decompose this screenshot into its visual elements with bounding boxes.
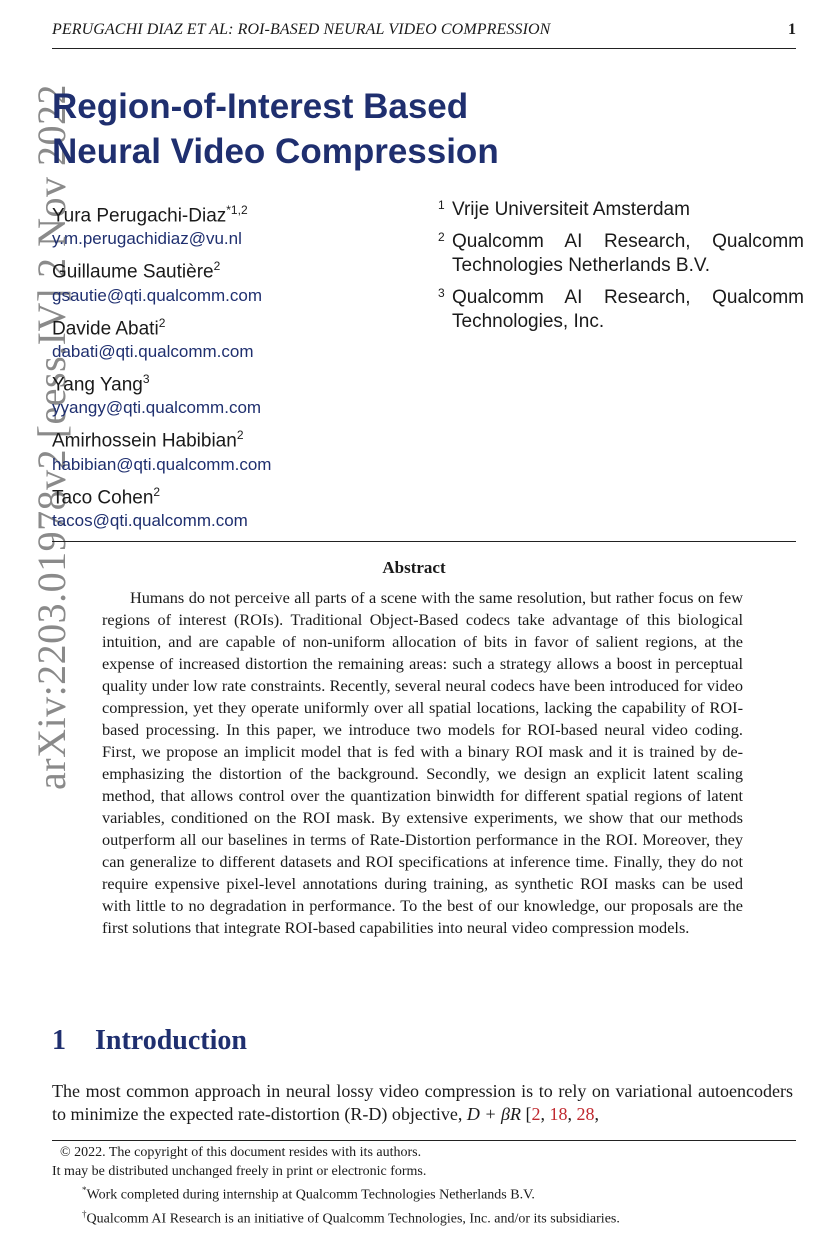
author-affil-mark: *1,2 [226, 203, 248, 217]
section-title: Introduction [95, 1025, 247, 1056]
running-title: PERUGACHI DIAZ ET AL: ROI-BASED NEURAL VIDEO COMPRESSION [52, 21, 551, 38]
author-name: Guillaume Sautière [52, 261, 214, 283]
qualcomm-footnote-text: Qualcomm AI Research is an initiative of Qualcomm Technologies, Inc. and/or its subsidiaries. [86, 1211, 620, 1227]
title-line-1: Region-of-Interest Based [52, 87, 469, 126]
affiliation-number: 1 [438, 198, 445, 212]
author-email-link[interactable]: y.m.perugachidiaz@vu.nl [52, 229, 242, 249]
footnotes [52, 1143, 793, 1228]
distribution-note: It may be distributed unchanged freely in print or electronic forms. [52, 1164, 427, 1179]
abstract-heading: Abstract [382, 558, 446, 577]
affiliation-entry [438, 198, 804, 222]
abstract-body: Humans do not perceive all parts of a scene with the same resolution, but rather focus on few regions of interest (ROIs). Traditional Object-Based codecs take advantage of this biological intuition, and are capable of non-uniform allocation of bits in favor of salient regions, at the expense of increased distortion the remaining areas: such a strategy allows a boost in perceptual quality under low rate constraints. Recently, several neural codecs have been introduced for video compression, yet they operate uniformly over all spatial locations, lacking the capability of ROI-based processing. In this paper, we introduce two models for ROI-based neural video coding. First, we propose an implicit model that is fed with a binary ROI mask and it is trained by de-emphasizing the distortion of the background. Secondly, we design an explicit latent scaling method, that allows control over the quantization binwidth for different spatial regions of latent variables, conditioned on the ROI mask. By extensive experiments, we show that our methods outperform all our baselines in terms of Rate-Distortion performance in the ROI. Moreover, they can generalize to different datasets and ROI specifications at inference time. Finally, they do not require expensive pixel-level annotations during training, as synthetic ROI masks can be used with little to no degradation in performance. To the best of our knowledge, our proposals are the first solutions that integrate ROI-based capabilities into neural video compression models. [102, 588, 743, 937]
abstract-top-rule [52, 541, 796, 542]
internship-footnote [52, 1181, 793, 1205]
citation-link[interactable]: 28 [576, 1104, 595, 1124]
author-email-link[interactable]: habibian@qti.qualcomm.com [52, 454, 272, 474]
affiliation-entry [438, 286, 804, 334]
intro-text: The most common approach in neural lossy video compression is to rely on variational autoencoders to minimize the expected rate-distortion (R-D) objective, [52, 1081, 793, 1124]
citation-link[interactable]: 18 [549, 1104, 568, 1124]
page-number: 1 [788, 21, 796, 38]
author-entry [52, 423, 271, 475]
author-entry [52, 480, 271, 532]
arxiv-identifier: arXiv:2203.01978v2 [eess.IV] 2 Nov 2022 [29, 83, 74, 790]
author-name: Yang Yang [52, 374, 143, 396]
affiliation-list [438, 198, 804, 342]
affiliation-entry [438, 230, 804, 278]
author-entry [52, 254, 271, 306]
author-email-link[interactable]: dabati@qti.qualcomm.com [52, 341, 254, 361]
author-entry [52, 311, 271, 363]
rd-objective-math: D + βR [466, 1104, 521, 1124]
author-name: Taco Cohen [52, 486, 154, 508]
author-affil-mark: 2 [236, 428, 244, 443]
author-affil-mark: 3 [142, 371, 150, 386]
affiliation-number: 2 [438, 230, 445, 244]
affiliation-text: Vrije Universiteit Amsterdam [452, 199, 690, 220]
author-list [52, 198, 271, 536]
author-name: Davide Abati [52, 317, 159, 339]
paper-title [52, 84, 499, 174]
copyright-note: © 2022. The copyright of this document resides with its authors. [60, 1145, 422, 1160]
author-name: Yura Perugachi-Diaz [52, 205, 227, 227]
affiliation-text: Qualcomm AI Research, Qualcomm Technologies Netherlands B.V. [452, 231, 804, 276]
citation-link[interactable]: 2 [531, 1104, 541, 1124]
author-name: Amirhossein Habibian [52, 430, 237, 452]
author-email-link[interactable]: gsautie@qti.qualcomm.com [52, 285, 263, 305]
internship-footnote-text: Work completed during internship at Qualcomm Technologies Netherlands B.V. [86, 1187, 535, 1203]
title-line-2: Neural Video Compression [52, 132, 499, 171]
section-number: 1 [52, 1025, 66, 1056]
author-affil-mark: 2 [213, 259, 221, 274]
author-entry [52, 198, 271, 250]
affiliation-number: 3 [438, 286, 445, 300]
author-affil-mark: 2 [153, 484, 161, 499]
author-email-link[interactable]: tacos@qti.qualcomm.com [52, 510, 248, 530]
footnote-mark: † [82, 1208, 87, 1219]
qualcomm-footnote [52, 1205, 793, 1229]
author-entry [52, 367, 271, 419]
cite-bracket: [ [525, 1104, 532, 1124]
affiliation-text: Qualcomm AI Research, Qualcomm Technologies, Inc. [452, 287, 804, 332]
footnote-rule [52, 1140, 796, 1141]
intro-paragraph: The most common approach in neural lossy video compression is to rely on variational autoencoders to minimize the expected rate-distortion (R-D) objective, D + βR [2, 18, 28, [52, 1081, 793, 1124]
author-affil-mark: 2 [158, 315, 166, 330]
header-rule [52, 48, 796, 49]
footnote-mark: * [82, 1185, 87, 1195]
author-email-link[interactable]: yyangy@qti.qualcomm.com [52, 398, 262, 418]
